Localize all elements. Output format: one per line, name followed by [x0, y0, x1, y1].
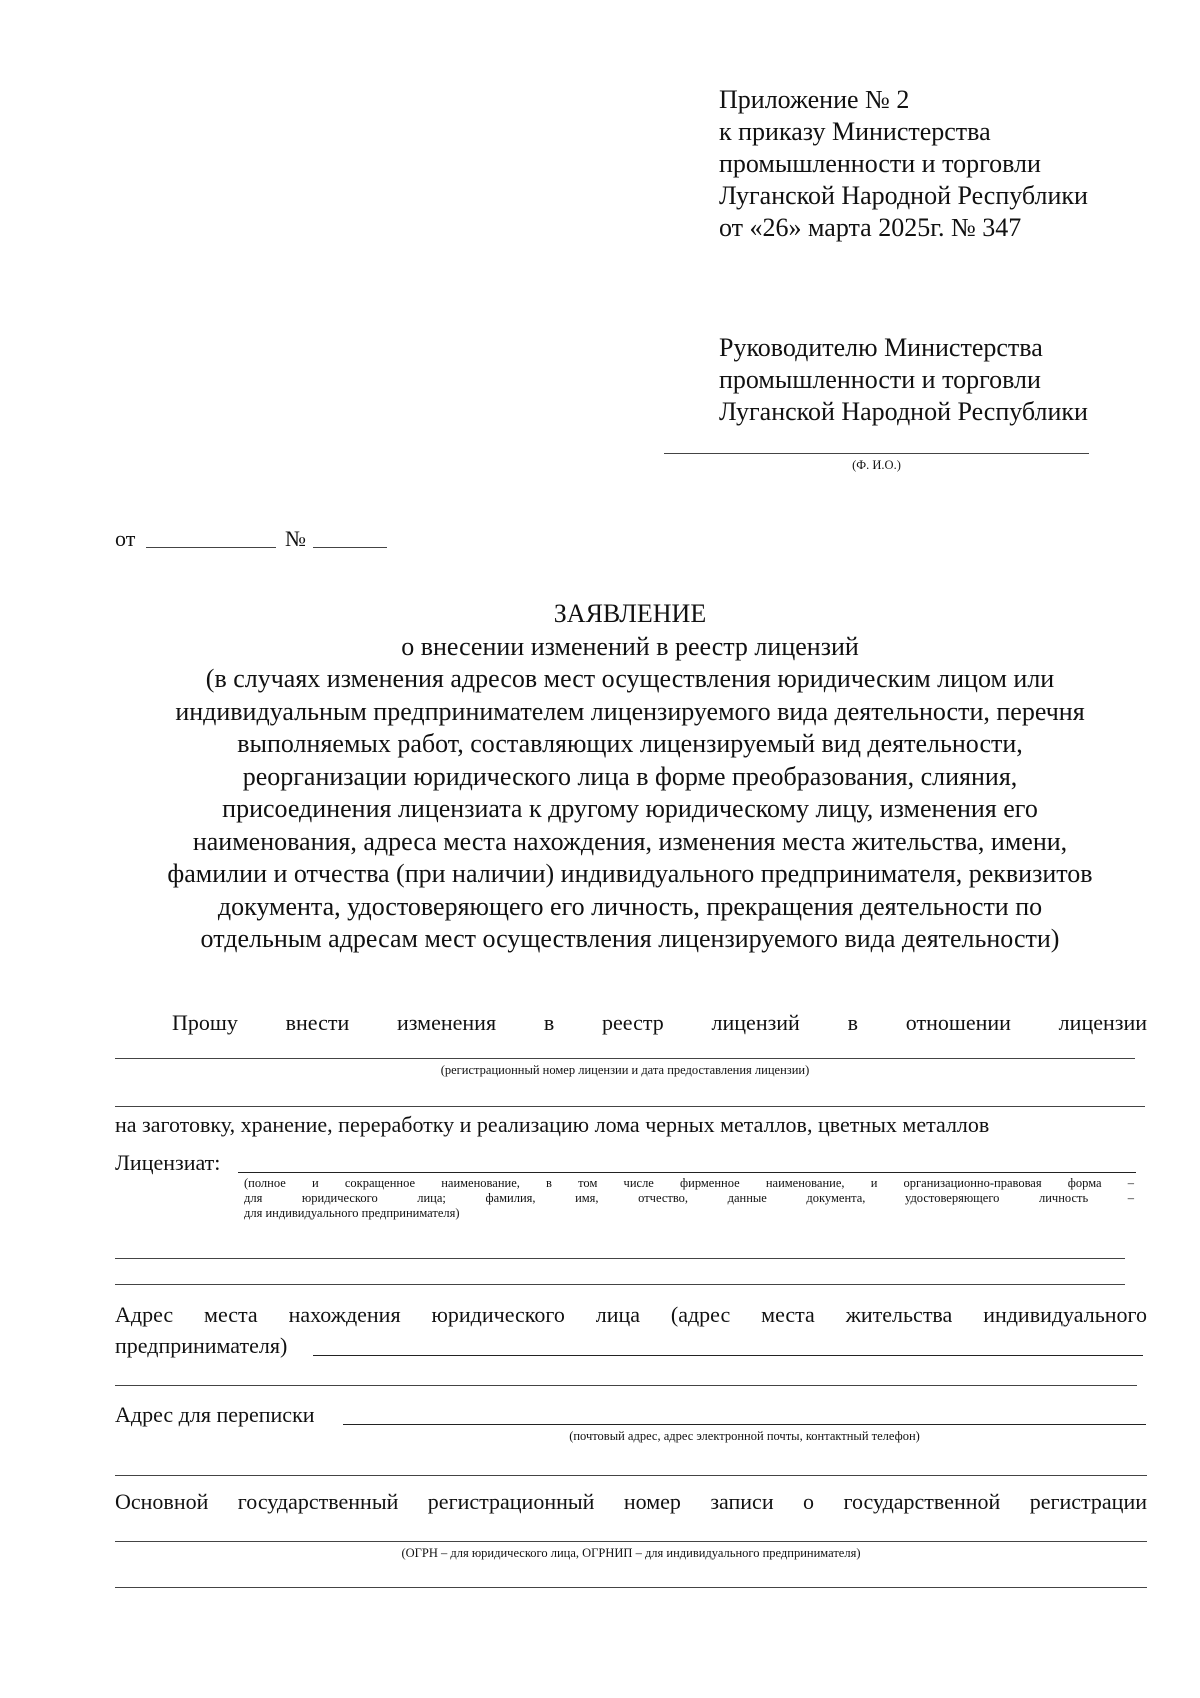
mail-line — [343, 1424, 1146, 1425]
addressee-line-2: промышленности и торговли — [719, 365, 1041, 394]
title-line: о внесении изменений в реестр лицензий — [401, 631, 859, 661]
licensee-label: Лицензиат: — [115, 1150, 221, 1175]
address-line — [313, 1355, 1143, 1356]
address-extra-field[interactable] — [115, 1361, 1137, 1385]
mail-extra-line — [115, 1475, 1147, 1476]
addressee-line-1: Руководителю Министерства — [719, 333, 1043, 362]
document-title — [80, 598, 1180, 956]
appendix-line-4: Луганской Народной Республики — [719, 181, 1088, 210]
license-number-field[interactable] — [115, 1034, 1135, 1058]
activity-text: на заготовку, хранение, переработку и реализацию лома черных металлов, цветных металлов — [115, 1112, 990, 1137]
title-line: индивидуальным предпринимателем лицензируемого вида деятельности, перечня — [175, 696, 1085, 726]
appendix-line-5: от «26» марта 2025г. № 347 — [719, 213, 1022, 242]
title-line: документа, удостоверяющего его личность, прекращения деятельности по — [217, 891, 1043, 921]
appendix-line-2: к приказу Министерства — [719, 117, 991, 146]
licensee-caption-line: (полное и сокращенное наименование, в том числе фирменное наименование, и организационно-правовая форма – — [244, 1176, 1134, 1190]
title-line: выполняемых работ, составляющих лицензируемый вид деятельности, — [237, 729, 1023, 758]
ogrn-extra-line — [115, 1587, 1147, 1588]
ogrn-line-text: Основной государственный регистрационный номер записи о государственной регистрации — [115, 1489, 1147, 1514]
ref-date-line — [146, 547, 276, 548]
licensee-extra-line — [115, 1284, 1125, 1285]
title-line: (в случаях изменения адресов мест осуществления юридическим лицом или — [205, 664, 1055, 693]
mail-field[interactable] — [343, 1400, 1146, 1424]
title-line: присоединения лицензиата к другому юридическому лицу, изменения его — [222, 794, 1038, 823]
addressee-block — [719, 332, 1159, 428]
ref-date-field[interactable] — [146, 523, 276, 547]
title-line: наименования, адреса места нахождения, изменения места жительства, имени, — [192, 826, 1068, 856]
addressee-fio-field[interactable] — [664, 428, 1089, 452]
licensee-extra-field-2[interactable] — [115, 1260, 1125, 1284]
ogrn-extra-field[interactable] — [115, 1563, 1147, 1587]
licensee-caption-line: для юридического лица; фамилия, имя, отчество, данные документа, удостоверяющего личность – — [244, 1191, 1134, 1205]
address-line-1: Адрес места нахождения юридического лица (адрес места жительства индивидуального — [115, 1302, 1147, 1327]
mail-caption: (почтовый адрес, адрес электронной почты, контактный телефон) — [569, 1429, 920, 1443]
title-line: фамилии и отчества (при наличии) индивидуального предпринимателя, реквизитов — [167, 859, 1093, 888]
addressee-fio-line — [664, 453, 1089, 454]
ogrn-line — [115, 1541, 1147, 1542]
license-extra-line — [115, 1106, 1145, 1107]
appendix-line-1: Приложение № 2 — [719, 85, 910, 114]
ref-from-label: от — [115, 526, 136, 551]
request-line: Прошу внести изменения в реестр лицензий в отношении лицензии — [172, 1010, 1147, 1035]
licensee-line — [238, 1172, 1136, 1173]
ogrn-caption: (ОГРН – для юридического лица, ОГРНИП – для индивидуального предпринимателя) — [401, 1546, 861, 1560]
licensee-caption-line: для индивидуального предпринимателя) — [244, 1206, 460, 1220]
ref-number-field[interactable] — [313, 523, 387, 547]
licensee-caption — [244, 1176, 1134, 1221]
address-line-2-label: предпринимателя) — [115, 1333, 288, 1358]
ogrn-field[interactable] — [115, 1517, 1147, 1541]
licensee-extra-line — [115, 1258, 1125, 1259]
mail-label: Адрес для переписки — [115, 1402, 315, 1427]
title-line: реорганизации юридического лица в форме преобразования, слияния, — [242, 761, 1018, 791]
address-extra-line — [115, 1385, 1137, 1386]
license-number-line — [115, 1058, 1135, 1059]
title-heading: ЗАЯВЛЕНИЕ — [553, 599, 707, 628]
addressee-fio-caption: (Ф. И.О.) — [852, 458, 901, 472]
ref-number-label: № — [285, 526, 306, 551]
appendix-line-3: промышленности и торговли — [719, 149, 1041, 178]
licensee-field[interactable] — [238, 1148, 1136, 1172]
ref-number-line — [313, 547, 387, 548]
addressee-line-3: Луганской Народной Республики — [719, 397, 1088, 426]
address-field[interactable] — [313, 1331, 1143, 1355]
licensee-extra-field-1[interactable] — [115, 1234, 1125, 1258]
mail-extra-field[interactable] — [115, 1451, 1147, 1475]
license-caption: (регистрационный номер лицензии и дата предоставления лицензии) — [440, 1063, 810, 1077]
title-line: отдельным адресам мест осуществления лицензируемого вида деятельности) — [200, 924, 1060, 953]
appendix-block — [719, 84, 1159, 244]
